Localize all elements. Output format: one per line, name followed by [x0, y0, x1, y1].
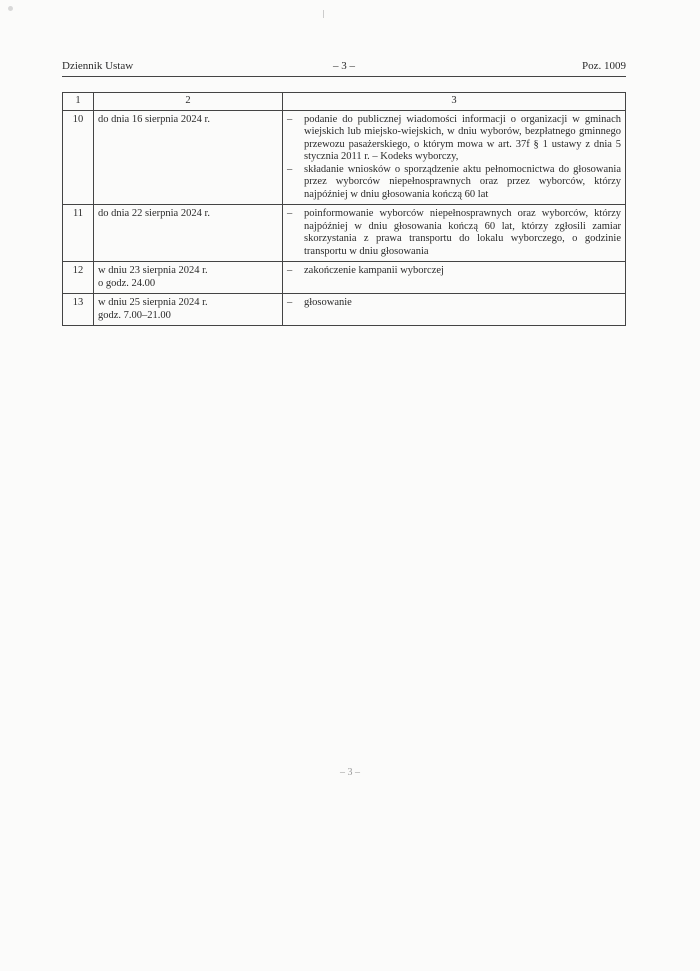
header-page-number: – 3 – — [333, 60, 355, 72]
action-item: – podanie do publicznej wiadomości informacji o organizacji w gminach wiejskich lub miejsko-wiejskich, w dniu wyborów, bezpłatnego gminnego przewozu pasażerskiego, o którym mowa w art. 37f § 1 ustawy z dnia 5 stycznia 2011 r. – Kodeks wyborczy, — [287, 114, 621, 164]
journal-title: Dziennik Ustaw — [62, 60, 134, 72]
row-number: 12 — [63, 262, 94, 294]
table-row — [63, 294, 626, 326]
position-number: Poz. 1009 — [582, 60, 626, 72]
column-header-3: 3 — [283, 93, 626, 111]
page-header — [62, 60, 626, 77]
scan-speck — [8, 6, 13, 11]
column-header-2: 2 — [94, 93, 283, 111]
row-time-line: o godz. 24.00 — [98, 277, 156, 289]
row-date — [94, 294, 283, 326]
action-item: – zakończenie kampanii wyborczej — [287, 265, 621, 278]
table-row — [63, 262, 626, 294]
row-actions — [283, 110, 626, 205]
election-schedule-table — [62, 92, 626, 326]
row-date: do dnia 22 sierpnia 2024 r. — [94, 205, 283, 262]
table-row — [63, 110, 626, 205]
scan-mark — [323, 10, 324, 18]
row-date-line: w dniu 25 sierpnia 2024 r. — [98, 297, 208, 308]
row-date — [94, 262, 283, 294]
row-actions — [283, 294, 626, 326]
row-date: do dnia 16 sierpnia 2024 r. — [94, 110, 283, 205]
action-item: – głosowanie — [287, 297, 621, 310]
row-number: 13 — [63, 294, 94, 326]
action-item: – składanie wniosków o sporządzenie aktu pełnomocnictwa do głosowania przez wyborców niepełnosprawnych oraz przez wyborców, którzy najpóźniej w dniu głosowania kończą 60 lat — [287, 164, 621, 202]
column-header-1: 1 — [63, 93, 94, 111]
row-actions — [283, 262, 626, 294]
table-row — [63, 205, 626, 262]
action-item: – poinformowanie wyborców niepełnosprawnych oraz wyborców, którzy najpóźniej w dniu głosowania kończą 60 lat, którzy zgłosili zamiar skorzystania z prawa transportu do lokalu wyborczego, o godzinie transportu w dniu głosowania — [287, 208, 621, 258]
row-number: 10 — [63, 110, 94, 205]
row-time-line: godz. 7.00–21.00 — [98, 309, 171, 321]
row-date-line: w dniu 23 sierpnia 2024 r. — [98, 265, 208, 276]
row-number: 11 — [63, 205, 94, 262]
column-number-row — [63, 93, 626, 111]
footer-page-number: – 3 – — [340, 767, 360, 778]
row-actions — [283, 205, 626, 262]
